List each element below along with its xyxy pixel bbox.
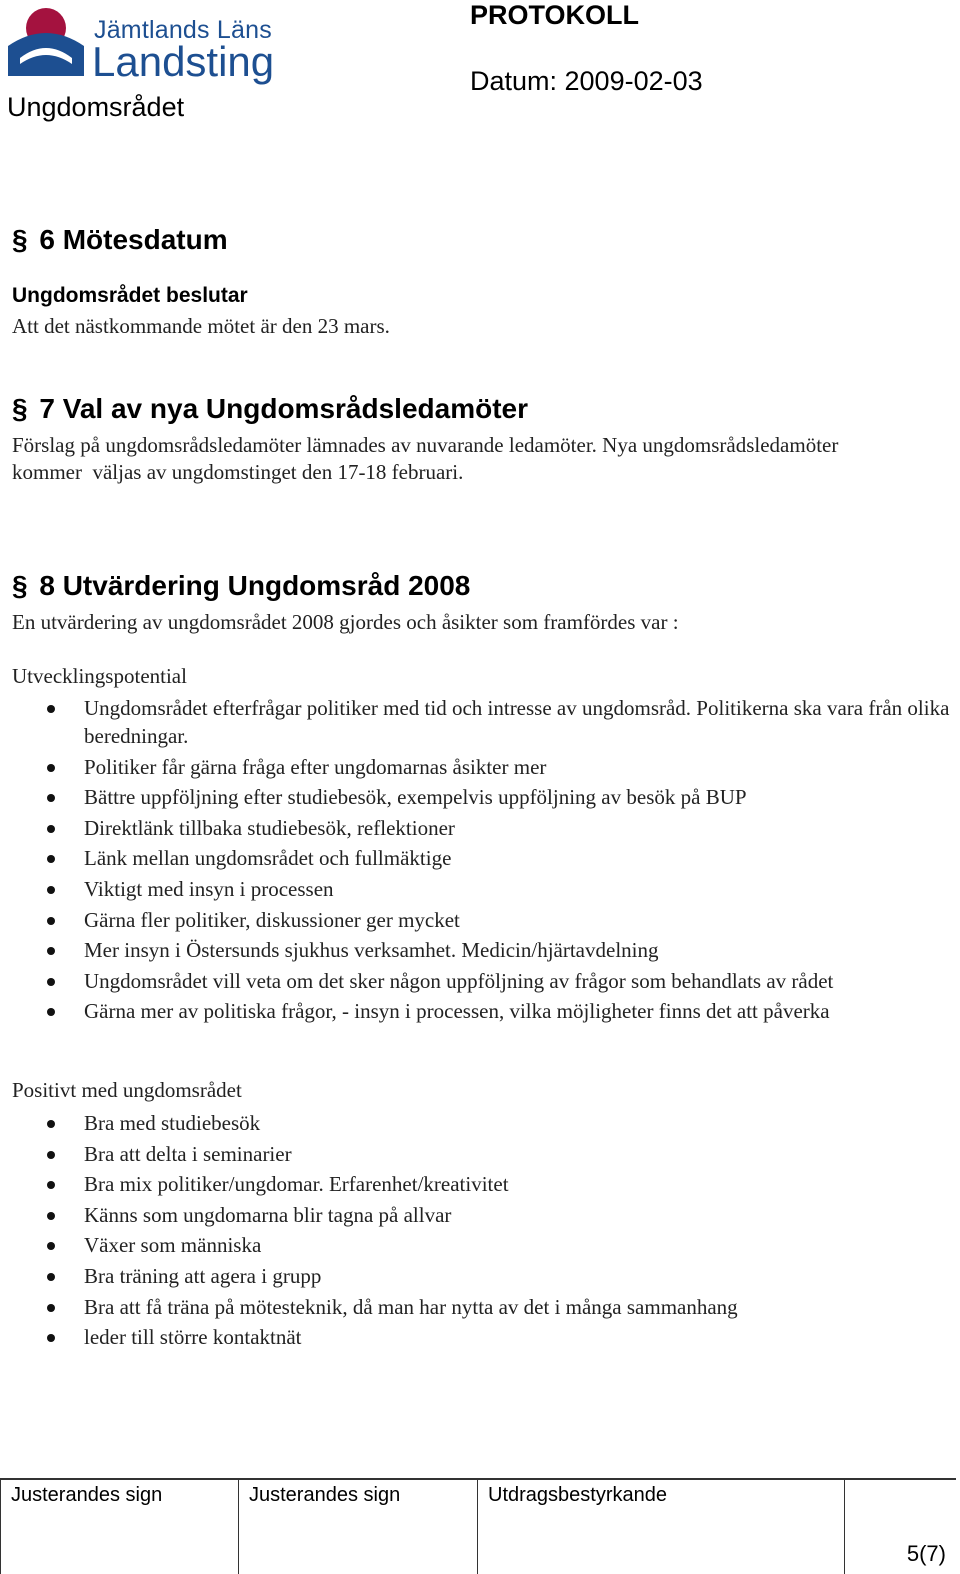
bullet-icon [47, 1242, 55, 1250]
list-item [0, 997, 950, 1025]
bullet-icon [47, 855, 55, 863]
document-type: PROTOKOLL [470, 0, 640, 30]
list-item-text: leder till större kontaktnät [84, 1325, 302, 1350]
list-item-text: Bättre uppföljning efter studiebesök, exempelvis uppföljning av besök på BUP [84, 785, 747, 810]
list-item-text: Växer som människa [84, 1233, 262, 1258]
bullet-icon [47, 978, 55, 986]
footer-extract-label: Utdragsbestyrkande [488, 1484, 667, 1506]
bullet-icon [47, 947, 55, 955]
list-item [0, 1201, 950, 1229]
section-6-decision-text: Att det nästkommande mötet är den 23 mars. [12, 314, 390, 338]
section-6-title: 6 Mötesdatum [39, 224, 228, 255]
bullet-icon [47, 1304, 55, 1312]
positive-list [0, 1109, 950, 1354]
list-item [0, 814, 950, 842]
logo-emblem-icon [6, 2, 90, 82]
bullet-icon [47, 886, 55, 894]
list-item-text: Bra att delta i seminarier [84, 1141, 292, 1166]
bullet-icon [47, 1181, 55, 1189]
bullet-icon [47, 794, 55, 802]
group-development-label: Utvecklingspotential [12, 664, 187, 688]
landsting-logo [6, 2, 276, 88]
bullet-icon [47, 1212, 55, 1220]
group-positive-label: Positivt med ungdomsrådet [12, 1078, 242, 1102]
list-item-text: Ungdomsrådet efterfrågar politiker med tid och intresse av ungdomsråd. Politikerna ska vara från olika beredningar. [84, 696, 950, 748]
bullet-icon [47, 917, 55, 925]
list-item-text: Mer insyn i Östersunds sjukhus verksamhet. Medicin/hjärtavdelning [84, 938, 659, 963]
list-item-text: Känns som ungdomarna blir tagna på allvar [84, 1202, 452, 1227]
footer-sign2-label: Justerandes sign [249, 1484, 401, 1506]
list-item-text: Länk mellan ungdomsrådet och fullmäktige [84, 846, 452, 871]
list-item-text: Bra med studiebesök [84, 1111, 261, 1135]
list-item [0, 1109, 950, 1137]
list-item [0, 936, 950, 964]
logo-text-line1: Jämtlands Läns [94, 16, 272, 44]
section-symbol: § [12, 570, 28, 601]
list-item-text: Direktlänk tillbaka studiebesök, reflektioner [84, 815, 455, 840]
list-item-text: Gärna fler politiker, diskussioner ger mycket [84, 907, 460, 932]
section-8-heading [12, 570, 470, 602]
list-item-text: Viktigt med insyn i processen [84, 876, 334, 901]
list-item [0, 844, 950, 872]
list-item [0, 1140, 950, 1168]
footer-cell-extract [477, 1480, 845, 1574]
bullet-icon [47, 1273, 55, 1281]
list-item [0, 967, 950, 995]
bullet-icon [47, 1120, 55, 1128]
section-7-heading [12, 393, 528, 425]
list-item [0, 783, 950, 811]
footer-cell-sign2 [238, 1480, 478, 1574]
footer-sign1-label: Justerandes sign [11, 1484, 163, 1506]
page-number: 5(7) [906, 1541, 946, 1566]
list-item-text: Gärna mer av politiska frågor, - insyn i processen, vilka möjligheter finns det att påverka [84, 999, 830, 1024]
section-6-decision-label: Ungdomsrådet beslutar [12, 284, 248, 307]
list-item [0, 694, 950, 750]
bullet-icon [47, 1008, 55, 1016]
list-item [0, 1231, 950, 1259]
footer-cell-sign1 [0, 1480, 239, 1574]
bullet-icon [47, 705, 55, 713]
list-item-text: Politiker får gärna fråga efter ungdomarnas åsikter mer [84, 754, 547, 779]
logo-text-line2: Landsting [92, 38, 275, 85]
section-6-heading [12, 224, 228, 256]
bullet-icon [47, 1151, 55, 1159]
list-item [0, 1262, 950, 1290]
bullet-icon [47, 825, 55, 833]
bullet-icon [47, 1334, 55, 1342]
bullet-icon [47, 764, 55, 772]
list-item [0, 1170, 950, 1198]
signature-footer [0, 1478, 956, 1574]
list-item [0, 1293, 950, 1321]
list-item [0, 1323, 950, 1351]
section-7-text-line1: Förslag på ungdomsrådsledamöter lämnades av nuvarande ledamöter. Nya ungdomsrådsledamöter [12, 433, 839, 457]
list-item-text: Bra mix politiker/ungdomar. Erfarenhet/kreativitet [84, 1172, 509, 1197]
section-symbol: § [12, 393, 28, 424]
section-symbol: § [12, 224, 28, 255]
list-item [0, 875, 950, 903]
document-date: Datum: 2009-02-03 [470, 66, 703, 96]
section-7-text-line2: kommer väljas av ungdomstinget den 17-18 februari. [12, 460, 464, 484]
section-8-intro: En utvärdering av ungdomsrådet 2008 gjordes och åsikter som framfördes var : [12, 610, 679, 634]
list-item-text: Bra att få träna på mötesteknik, då man har nytta av det i många sammanhang [84, 1294, 738, 1319]
section-7-title: 7 Val av nya Ungdomsrådsledamöter [39, 393, 528, 424]
list-item-text: Ungdomsrådet vill veta om det sker någon uppföljning av frågor som behandlats av rådet [84, 968, 834, 993]
department-name: Ungdomsrådet [7, 92, 185, 122]
list-item-text: Bra träning att agera i grupp [84, 1263, 322, 1288]
development-list [0, 694, 950, 1028]
list-item [0, 753, 950, 781]
list-item [0, 906, 950, 934]
section-8-title: 8 Utvärdering Ungdomsråd 2008 [39, 570, 471, 601]
